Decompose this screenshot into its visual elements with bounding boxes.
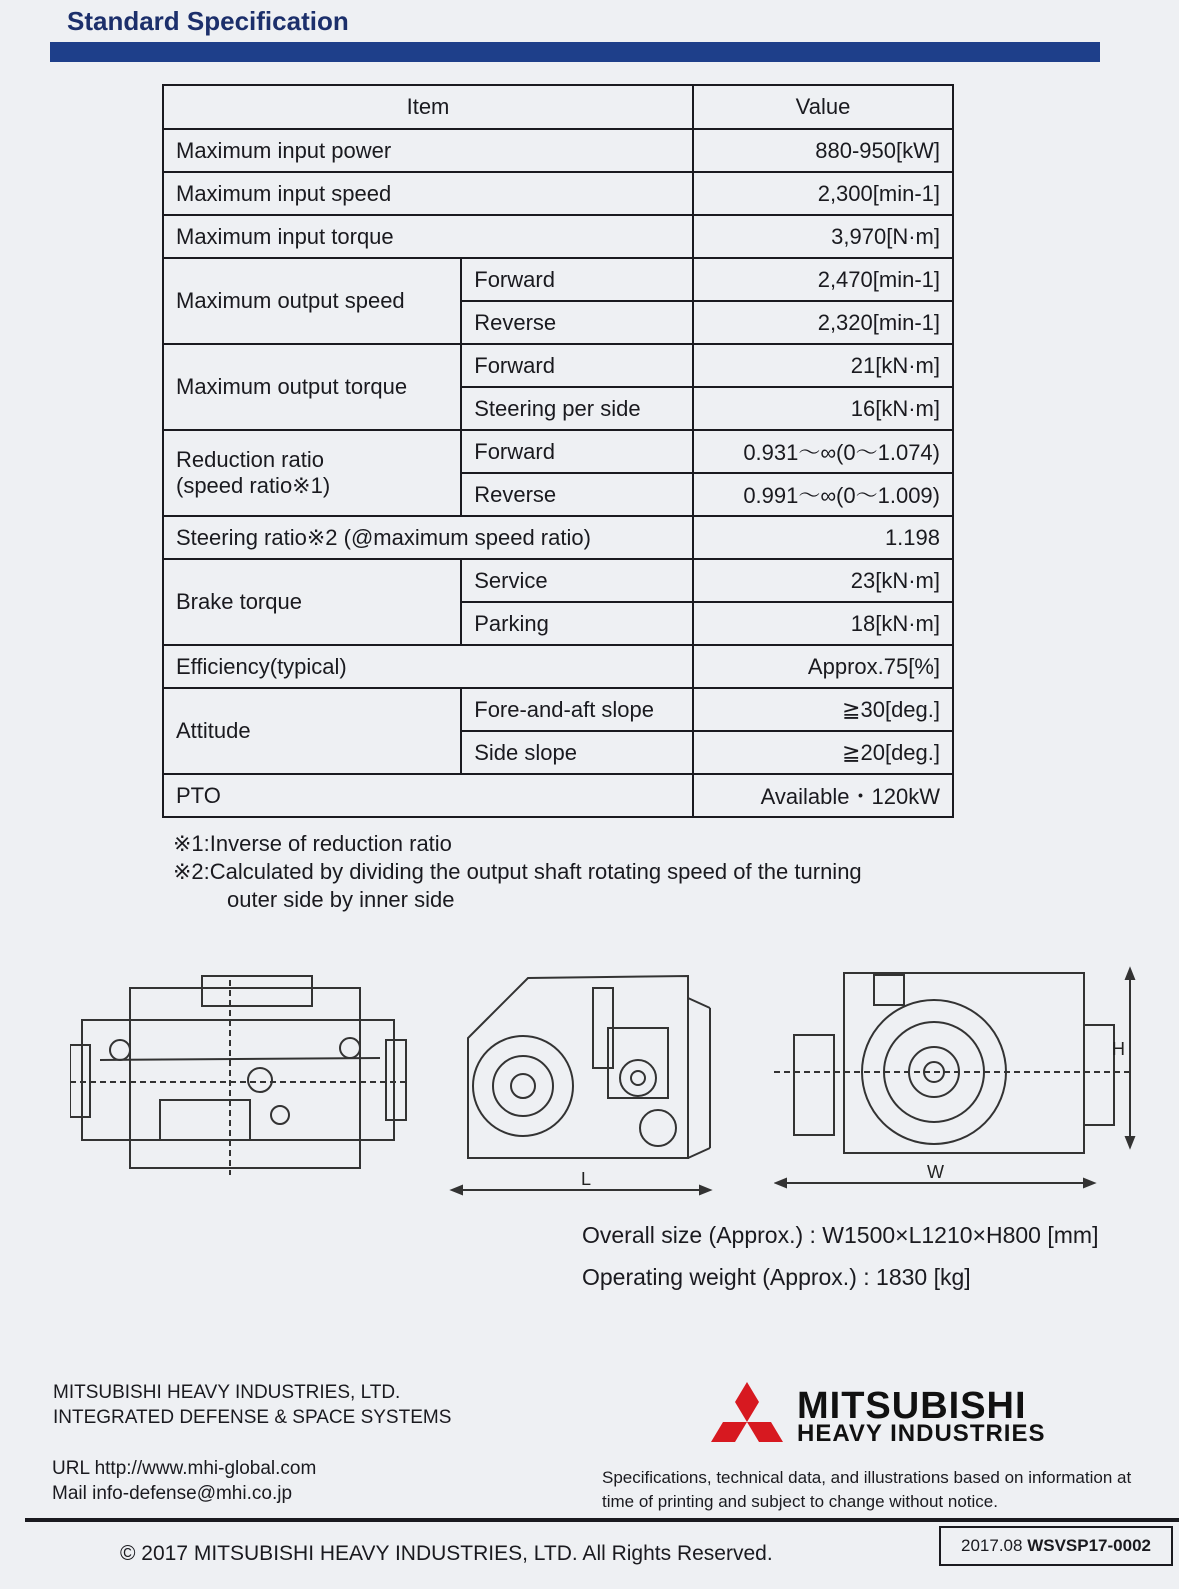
disclaimer-line-2: time of printing and subject to change without notice. <box>602 1492 998 1511</box>
disclaimer <box>602 1466 1131 1514</box>
row-label: Maximum output speed <box>163 258 461 344</box>
row-sublabel: Forward <box>461 430 693 473</box>
row-value: 18[kN·m] <box>693 602 953 645</box>
row-value: ≧20[deg.] <box>693 731 953 774</box>
table-row <box>163 129 953 172</box>
contact-mail: Mail info-defense@mhi.co.jp <box>52 1483 293 1504</box>
row-label: Maximum input power <box>163 129 693 172</box>
footnote-1: ※1:Inverse of reduction ratio <box>173 831 452 856</box>
footnotes <box>173 830 862 914</box>
row-label: PTO <box>163 774 693 817</box>
transmission-side-view-drawing <box>448 968 728 1208</box>
title-bar <box>50 42 1100 62</box>
document-date: 2017.08 <box>961 1536 1023 1555</box>
row-value: 0.931～∞(0～1.074) <box>693 430 953 473</box>
row-value: 23[kN·m] <box>693 559 953 602</box>
contact-url: URL http://www.mhi-global.com <box>52 1458 317 1479</box>
disclaimer-line-1: Specifications, technical data, and illustrations based on information at <box>602 1468 1132 1487</box>
size-info <box>582 1214 1098 1298</box>
table-row <box>163 688 953 731</box>
row-sublabel: Reverse <box>461 473 693 516</box>
footnote-2-continued: outer side by inner side <box>227 887 455 912</box>
row-value: 2,300[min-1] <box>693 172 953 215</box>
row-sublabel: Side slope <box>461 731 693 774</box>
contact-info <box>52 1456 316 1506</box>
row-value: 2,320[min-1] <box>693 301 953 344</box>
row-sublabel: Forward <box>461 344 693 387</box>
overall-size: Overall size (Approx.) : W1500×L1210×H800 [mm] <box>582 1222 1099 1248</box>
row-label: Steering ratio※2 (@maximum speed ratio) <box>163 516 693 559</box>
row-label-line: (speed ratio※1) <box>176 473 331 498</box>
column-header-value: Value <box>693 85 953 129</box>
row-sublabel: Forward <box>461 258 693 301</box>
table-row <box>163 559 953 602</box>
company-line-2: INTEGRATED DEFENSE & SPACE SYSTEMS <box>53 1407 452 1428</box>
row-value: 1.198 <box>693 516 953 559</box>
table-row <box>163 172 953 215</box>
company-logo-text <box>797 1385 1046 1448</box>
row-value: ≧30[deg.] <box>693 688 953 731</box>
row-label <box>163 430 461 516</box>
row-sublabel: Reverse <box>461 301 693 344</box>
table-row <box>163 258 953 301</box>
row-sublabel: Fore-and-aft slope <box>461 688 693 731</box>
row-label: Attitude <box>163 688 461 774</box>
three-diamonds-logo-icon <box>705 1380 789 1452</box>
row-value: 880-950[kW] <box>693 129 953 172</box>
company-line-1: MITSUBISHI HEAVY INDUSTRIES, LTD. <box>53 1382 401 1403</box>
row-sublabel: Steering per side <box>461 387 693 430</box>
footnote-2: ※2:Calculated by dividing the output shaft rotating speed of the turning <box>173 859 862 884</box>
row-value: Available・120kW <box>693 774 953 817</box>
row-value: 3,970[N·m] <box>693 215 953 258</box>
row-value: 21[kN·m] <box>693 344 953 387</box>
bottom-rule <box>25 1518 1179 1522</box>
row-label: Maximum input torque <box>163 215 693 258</box>
row-value: Approx.75[%] <box>693 645 953 688</box>
table-row <box>163 215 953 258</box>
row-value: 0.991～∞(0～1.009) <box>693 473 953 516</box>
row-sublabel: Parking <box>461 602 693 645</box>
dimension-label-w: W <box>927 1162 944 1182</box>
table-row <box>163 516 953 559</box>
table-row <box>163 645 953 688</box>
row-label-line: Reduction ratio <box>176 447 324 472</box>
table-row <box>163 344 953 387</box>
row-sublabel: Service <box>461 559 693 602</box>
document-code: WSVSP17-0002 <box>1027 1536 1151 1555</box>
transmission-front-view-drawing <box>774 965 1154 1210</box>
logo-line-1: MITSUBISHI <box>797 1385 1027 1427</box>
column-header-item: Item <box>163 85 693 129</box>
row-label: Brake torque <box>163 559 461 645</box>
spec-table <box>162 84 954 818</box>
document-code-box <box>939 1526 1173 1566</box>
logo-line-2: HEAVY INDUSTRIES <box>797 1420 1046 1447</box>
copyright: © 2017 MITSUBISHI HEAVY INDUSTRIES, LTD. All Rights Reserved. <box>120 1542 773 1565</box>
row-label: Efficiency(typical) <box>163 645 693 688</box>
row-label: Maximum output torque <box>163 344 461 430</box>
company-name <box>53 1380 451 1430</box>
row-label: Maximum input speed <box>163 172 693 215</box>
row-value: 2,470[min-1] <box>693 258 953 301</box>
table-row <box>163 430 953 473</box>
table-row <box>163 774 953 817</box>
dimension-label-l: L <box>581 1169 592 1189</box>
page-title: Standard Specification <box>67 6 349 36</box>
operating-weight: Operating weight (Approx.) : 1830 [kg] <box>582 1264 971 1290</box>
table-header-row <box>163 85 953 129</box>
dimension-label-h: H <box>1112 1039 1125 1059</box>
transmission-top-view-drawing <box>70 970 410 1180</box>
row-value: 16[kN·m] <box>693 387 953 430</box>
